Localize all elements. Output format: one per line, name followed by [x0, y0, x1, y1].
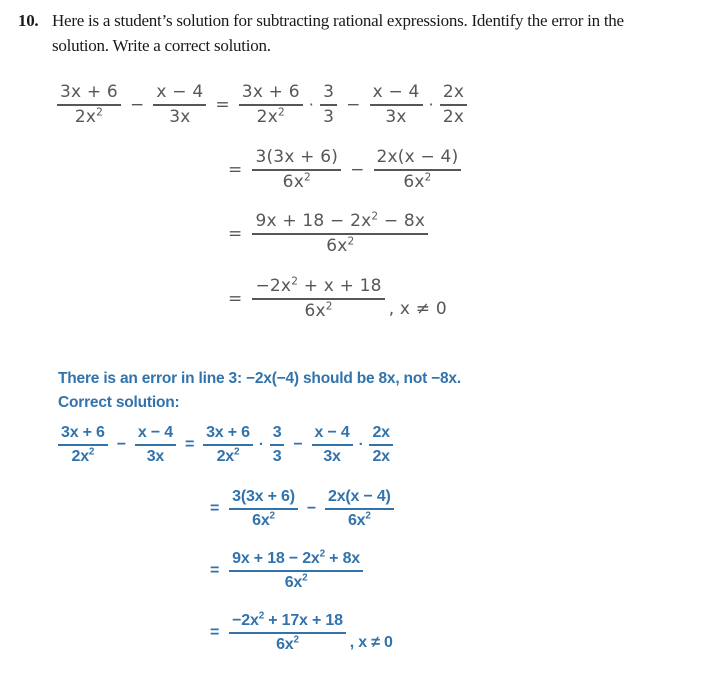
fraction: $\frac{3(3x + 6)}{6x^2}$ — [229, 488, 298, 530]
minus-operator: − — [116, 435, 126, 453]
fraction: $\frac{x - 4}{3x}$ — [153, 83, 206, 127]
fraction: $\frac{3}{3}$ — [270, 424, 285, 466]
fraction: $\frac{2x}{2x}$ — [440, 83, 467, 127]
equals-operator: = — [210, 499, 220, 517]
fraction: $\frac{-2x^2 + 17x + 18}{6x^2}$ — [229, 612, 346, 654]
minus-operator: − — [293, 435, 303, 453]
fraction-bar — [135, 444, 176, 446]
fraction: $\frac{9x + 18 - 2x^2 - 8x}{6x^2}$ — [252, 212, 428, 256]
correct-solution-line-4 — [210, 612, 393, 654]
fraction: $\frac{2x(x - 4)}{6x^2}$ — [374, 148, 462, 192]
minus-operator: − — [350, 159, 365, 180]
equals-operator: = — [228, 159, 243, 180]
fraction-bar — [325, 508, 394, 510]
fraction-bar — [229, 508, 298, 510]
student-solution-line-2 — [228, 148, 463, 192]
multiply-dot: · — [308, 95, 315, 115]
correct-solution-line-1 — [56, 424, 395, 466]
fraction-bar — [239, 104, 303, 106]
equals-operator: = — [228, 223, 243, 244]
fraction: $\frac{x - 4}{3x}$ — [370, 83, 423, 127]
equals-operator: = — [210, 561, 220, 579]
student-solution-line-1 — [55, 83, 469, 127]
fraction: $\frac{2x}{2x}$ — [369, 424, 392, 466]
fraction-bar — [229, 632, 346, 634]
fraction: $\frac{3x + 6}{2x^2}$ — [239, 83, 303, 127]
equals-operator: = — [184, 435, 195, 453]
fraction-bar — [370, 104, 423, 106]
minus-operator: − — [306, 499, 316, 517]
domain-restriction: , x ≠ 0 — [388, 298, 447, 319]
fraction: $\frac{9x + 18 - 2x^2 + 8x}{6x^2}$ — [229, 550, 363, 592]
equals-operator: = — [210, 623, 220, 641]
fraction-bar — [252, 233, 428, 235]
fraction-bar — [57, 104, 121, 106]
multiply-dot: · — [358, 436, 364, 454]
problem-prompt — [18, 8, 708, 58]
fraction-bar — [252, 298, 384, 300]
problem-number: 10. — [18, 11, 39, 30]
correct-solution-line-3 — [210, 550, 365, 592]
fraction: $\frac{-2x^2 + x + 18}{6x^2}$ — [252, 277, 384, 321]
multiply-dot: · — [428, 95, 434, 115]
fraction: $\frac{2x(x - 4)}{6x^2}$ — [325, 488, 394, 530]
fraction-bar — [153, 104, 206, 106]
student-solution-line-3 — [228, 212, 430, 256]
fraction-bar — [374, 169, 462, 171]
fraction-bar — [58, 444, 108, 446]
fraction: $\frac{3x + 6}{2x^2}$ — [57, 83, 121, 127]
problem-text: Here is a student’s solution for subtracting rational expressions. Identify the error in the solution. Write a correct solution. — [52, 11, 624, 55]
fraction-bar — [252, 169, 341, 171]
multiply-dot: · — [258, 436, 264, 454]
fraction: $\frac{3}{3}$ — [320, 83, 337, 127]
minus-operator: − — [346, 94, 361, 115]
correct-solution-label: Correct solution: — [58, 394, 180, 411]
fraction: $\frac{3x + 6}{2x^2}$ — [58, 424, 108, 466]
fraction: $\frac{3x + 6}{2x^2}$ — [203, 424, 253, 466]
domain-restriction: , x ≠ 0 — [349, 633, 393, 651]
error-statement: There is an error in line 3: −2x(−4) should be 8x, not −8x. — [58, 370, 461, 387]
fraction-bar — [229, 570, 363, 572]
fraction-bar — [312, 444, 353, 446]
minus-operator: − — [129, 94, 145, 115]
fraction-bar — [203, 444, 253, 446]
fraction: $\frac{3(3x + 6)}{6x^2}$ — [252, 148, 341, 192]
fraction-bar — [320, 104, 337, 106]
fraction: $\frac{x - 4}{3x}$ — [312, 424, 353, 466]
equals-operator: = — [215, 94, 230, 115]
fraction-bar — [440, 104, 467, 106]
equals-operator: = — [228, 288, 243, 309]
fraction-bar — [270, 444, 285, 446]
fraction-bar — [369, 444, 392, 446]
fraction: $\frac{x - 4}{3x}$ — [135, 424, 176, 466]
correct-solution-line-2 — [210, 488, 396, 530]
student-solution-line-4 — [228, 277, 447, 321]
